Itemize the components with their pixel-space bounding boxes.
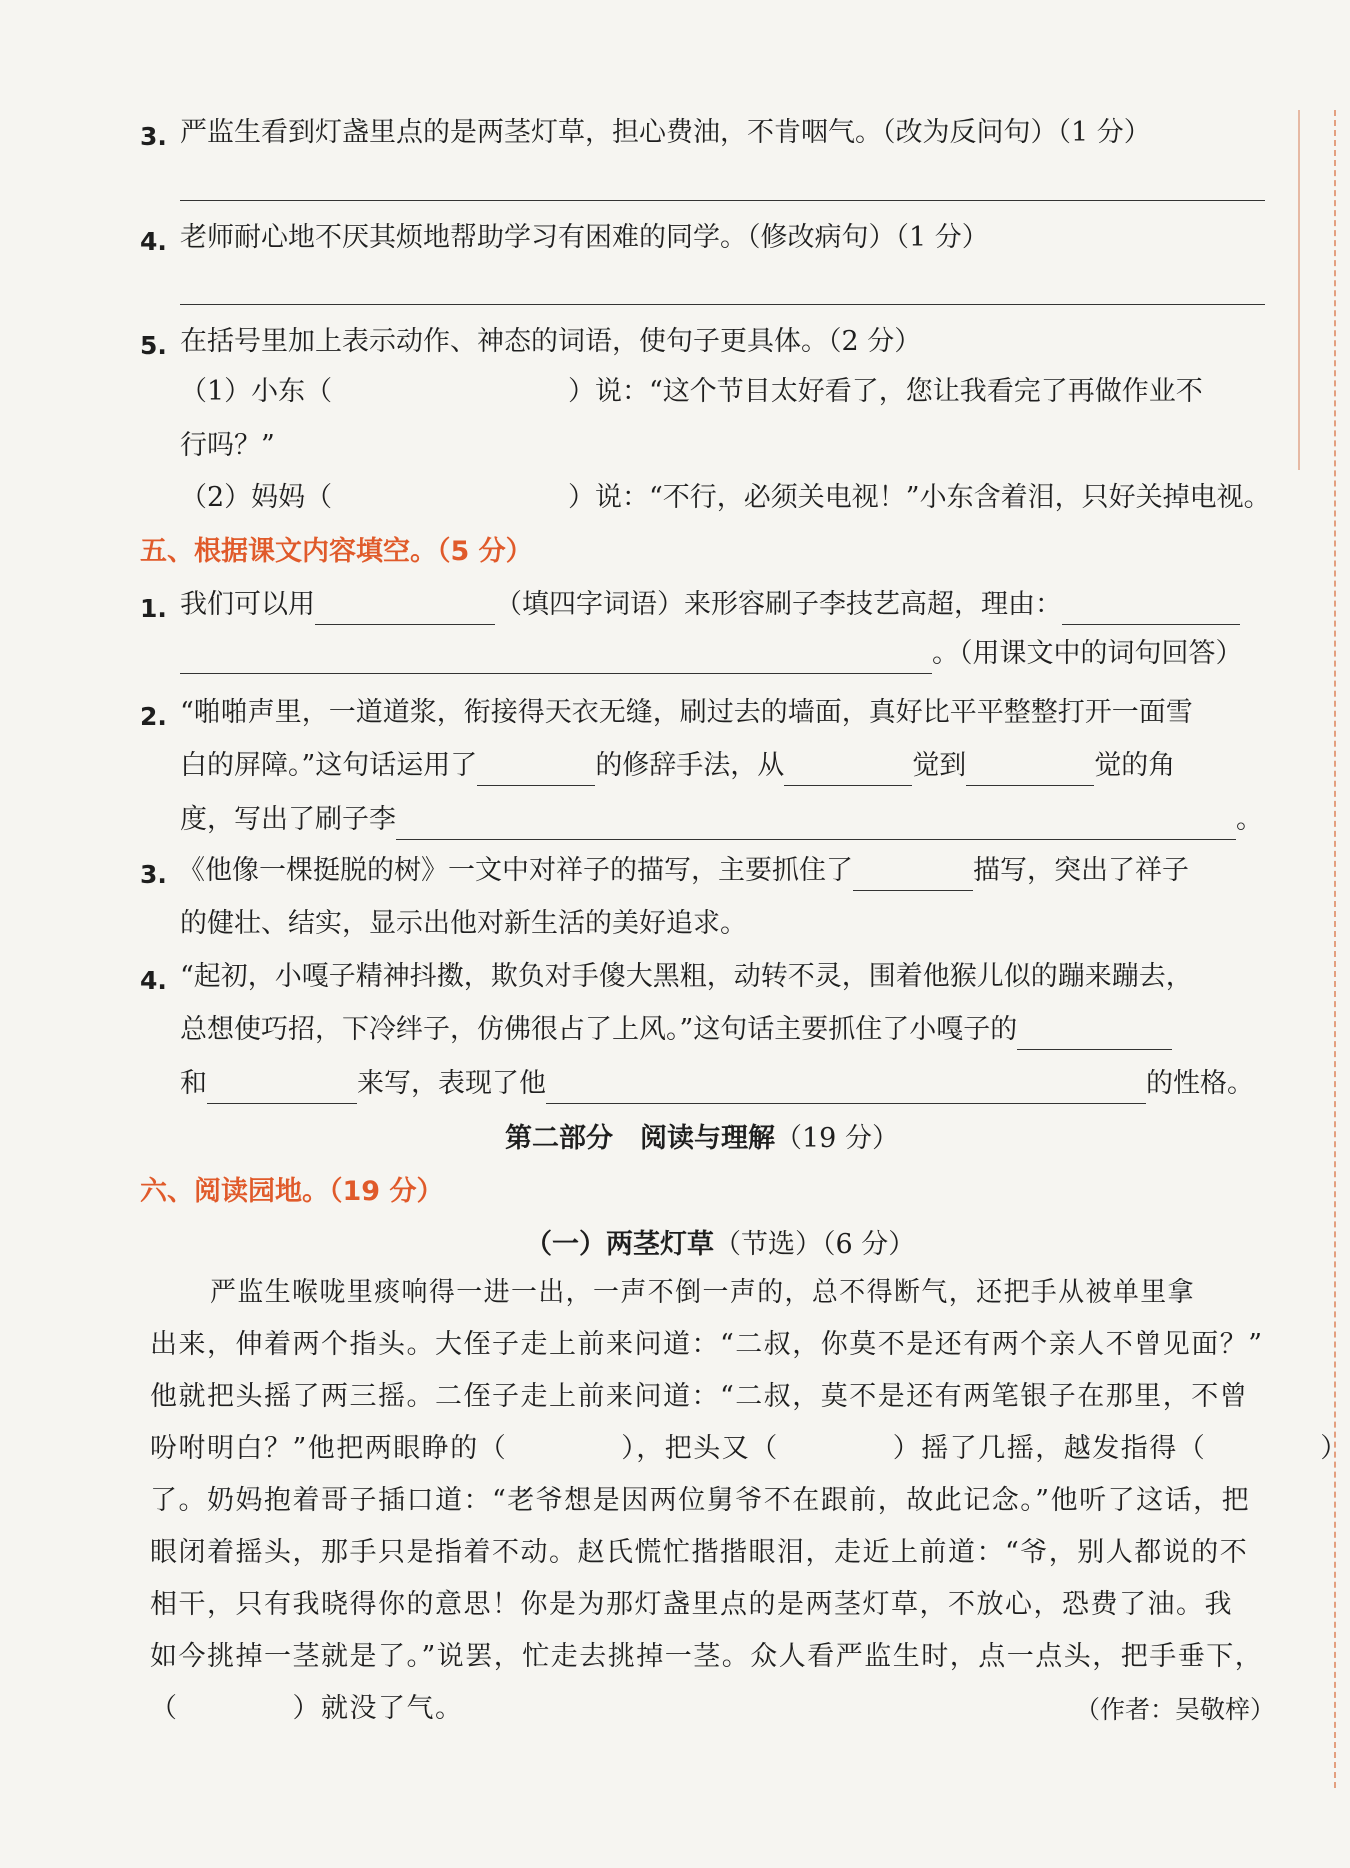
q5-sub2-text: ）说：“不行，必须关电视！”小东含着泪，只好关掉电视。 xyxy=(568,482,1271,513)
s5-q2-text-e: 觉的角 xyxy=(1094,750,1176,781)
q4-number: 4. xyxy=(140,227,167,256)
s5-q2-blank-3[interactable] xyxy=(966,755,1094,786)
s5-q2-text-g: 。 xyxy=(1236,804,1263,835)
s5-q1-blank-1[interactable] xyxy=(315,594,495,625)
s5-q1-line2 xyxy=(180,634,1243,674)
s5-q3-text-a: 《他像一棵挺脱的树》一文中对祥子的描写，主要抓住了 xyxy=(178,855,853,886)
s5-q2-line2 xyxy=(180,746,1175,786)
s5-q3-text-b: 描写，突出了祥子 xyxy=(973,855,1189,886)
part-2-title: 第二部分 阅读与理解 xyxy=(505,1123,775,1154)
s5-q2-text-d: 觉到 xyxy=(912,750,967,781)
q4-text: 老师耐心地不厌其烦地帮助学习有困难的同学。（修改病句）（1 分） xyxy=(180,222,989,253)
s5-q4-line3 xyxy=(180,1064,1254,1104)
q3-text: 严监生看到灯盏里点的是两茎灯草，担心费油，不肯咽气。（改为反问句）（1 分） xyxy=(180,117,1151,148)
page-edge-dashed xyxy=(1334,110,1336,1788)
passage-line-2: 出来，伸着两个指头。大侄子走上前来问道：“二叔，你莫不是还有两个亲人不曾见面？” xyxy=(150,1329,1264,1360)
section-5-title: 五、根据课文内容填空。（5 分） xyxy=(140,536,533,567)
s5-q4-blank-1[interactable] xyxy=(1017,1019,1172,1050)
s5-q2-line3 xyxy=(180,800,1263,840)
q5-text: 在括号里加上表示动作、神态的词语，使句子更具体。（2 分） xyxy=(180,326,922,357)
s5-q1-blank-2[interactable] xyxy=(1062,594,1240,625)
q3-answer-line[interactable] xyxy=(180,200,1265,201)
s5-q4-text-c: 和 xyxy=(180,1068,207,1099)
s5-q2-text-f: 度，写出了刷子李 xyxy=(180,804,396,835)
passage-author: （作者：吴敬梓） xyxy=(1075,1695,1276,1724)
s5-q2-blank-4[interactable] xyxy=(396,809,1236,840)
s5-q2-text-c: 的修辞手法，从 xyxy=(595,750,785,781)
s5-q2-blank-2[interactable] xyxy=(784,755,912,786)
passage-heading xyxy=(525,1222,915,1261)
q5-sub1-text: ）说：“这个节目太好看了，您让我看完了再做作业不 xyxy=(568,376,1203,407)
s5-q2-line1: “啪啪声里，一道道浆，衔接得天衣无缝，刷过去的墙面，真好比平平整整打开一面雪 xyxy=(180,697,1193,728)
s5-q2-blank-1[interactable] xyxy=(477,755,595,786)
passage-line-9: （ ）就没了气。 xyxy=(150,1693,464,1724)
q4-answer-line[interactable] xyxy=(180,304,1265,305)
s5-q1-text-a: 我们可以用 xyxy=(180,589,315,620)
passage-score: （节选）（6 分） xyxy=(714,1229,916,1260)
s5-q1-text-c: 。（用课文中的词句回答） xyxy=(932,638,1243,669)
s5-q4-text-b: 总想使巧招，下冷绊子，仿佛很占了上风。”这句话主要抓住了小嘎子的 xyxy=(180,1014,1018,1045)
s5-q3-line1 xyxy=(178,851,1189,891)
q5-sub1-cont: 行吗？” xyxy=(180,430,275,461)
s5-q2-text-b: 白的屏障。”这句话运用了 xyxy=(180,750,478,781)
s5-q2-number: 2. xyxy=(140,702,167,731)
q5-sub1-prefix: （1）小东（ xyxy=(180,376,333,407)
section-6-title: 六、阅读园地。（19 分） xyxy=(140,1176,444,1207)
q3-number: 3. xyxy=(140,122,167,151)
s5-q4-blank-3[interactable] xyxy=(546,1073,1146,1104)
passage-line-3: 他就把头摇了两三摇。二侄子走上前来问道：“二叔，莫不是还有两笔银子在那里，不曾 xyxy=(150,1381,1249,1412)
s5-q4-blank-2[interactable] xyxy=(207,1073,357,1104)
s5-q4-line2 xyxy=(180,1010,1172,1050)
s5-q3-blank-1[interactable] xyxy=(853,860,973,891)
s5-q4-text-e: 的性格。 xyxy=(1146,1068,1254,1099)
s5-q1-line1 xyxy=(180,585,1240,625)
s5-q4-text-d: 来写，表现了他 xyxy=(357,1068,546,1099)
q5-number: 5. xyxy=(140,331,167,360)
s5-q3-line2: 的健壮、结实，显示出他对新生活的美好追求。 xyxy=(180,908,747,939)
s5-q3-number: 3. xyxy=(140,860,167,889)
q5-sub2-prefix: （2）妈妈（ xyxy=(180,482,333,513)
s5-q1-number: 1. xyxy=(140,594,167,623)
s5-q1-text-b: （填四字词语）来形容刷子李技艺高超，理由： xyxy=(495,589,1062,620)
passage-line-5: 了。奶妈抱着哥子插口道：“老爷想是因两位舅爷不在跟前，故此记念。”他听了这话，把 xyxy=(150,1485,1251,1516)
s5-q1-blank-3[interactable] xyxy=(180,643,932,674)
part-2-score: （19 分） xyxy=(775,1123,899,1154)
passage-line-4: 吩咐明白？”他把两眼睁的（ ），把头又（ ）摇了几摇，越发指得（ ） xyxy=(150,1433,1349,1464)
s5-q4-number: 4. xyxy=(140,966,167,995)
page-edge-line xyxy=(1298,110,1300,470)
passage-line-8: 如今挑掉一茎就是了。”说罢，忙走去挑掉一茎。众人看严监生时，点一点头，把手垂下， xyxy=(150,1641,1264,1672)
s5-q4-line1: “起初，小嘎子精神抖擞，欺负对手傻大黑粗，动转不灵，围着他猴儿似的蹦来蹦去， xyxy=(180,961,1193,992)
passage-line-1: 严监生喉咙里痰响得一进一出，一声不倒一声的，总不得断气，还把手从被单里拿 xyxy=(210,1277,1195,1308)
passage-title: （一）两茎灯草 xyxy=(525,1229,714,1260)
passage-line-6: 眼闭着摇头，那手只是指着不动。赵氏慌忙揩揩眼泪，走近上前道：“爷，别人都说的不 xyxy=(150,1537,1249,1568)
passage-line-7: 相干，只有我晓得你的意思！你是为那灯盏里点的是两茎灯草，不放心，恐费了油。我 xyxy=(150,1589,1233,1620)
part-2-heading xyxy=(505,1116,899,1155)
